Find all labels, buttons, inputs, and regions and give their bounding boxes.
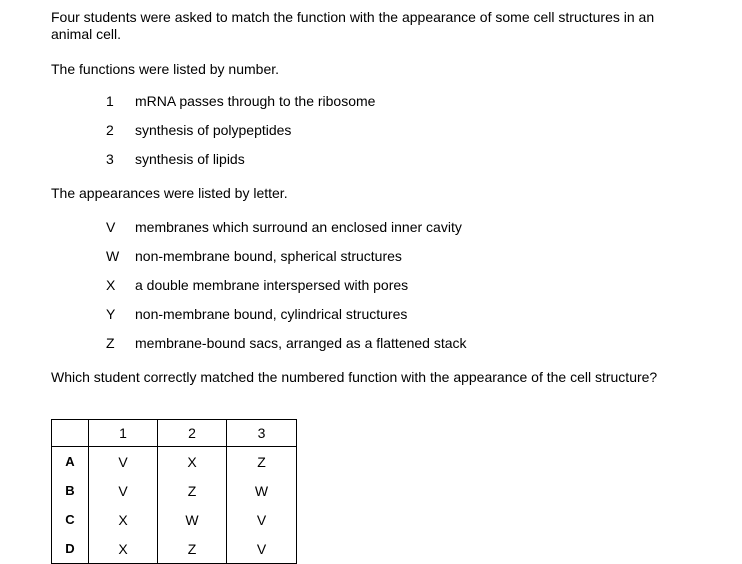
- table-cell: Z: [227, 447, 297, 477]
- question-intro: Four students were asked to match the function with the appearance of some cell structures in an animal cell.: [51, 9, 655, 42]
- appearance-letter: Z: [106, 335, 115, 351]
- function-number: 1: [106, 93, 114, 109]
- function-text: mRNA passes through to the ribosome: [135, 93, 376, 109]
- appearance-item: [106, 277, 409, 294]
- option-letter: C: [52, 505, 89, 534]
- function-number: 2: [106, 122, 114, 138]
- function-item: [106, 151, 245, 168]
- header-cell-function-3: 3: [227, 420, 297, 447]
- appearance-text: non-membrane bound, cylindrical structures: [135, 306, 408, 322]
- table-cell: X: [158, 447, 227, 477]
- function-number: 3: [106, 151, 114, 167]
- table-cell: Z: [158, 534, 227, 564]
- function-item: [106, 93, 376, 110]
- appearance-letter: V: [106, 219, 116, 235]
- answer-table: [51, 419, 297, 564]
- functions-intro: The functions were listed by number.: [51, 61, 280, 77]
- appearance-text: a double membrane interspersed with pores: [135, 277, 409, 293]
- appearance-letter: W: [106, 248, 120, 264]
- table-cell: Z: [158, 476, 227, 505]
- table-row: [52, 534, 297, 564]
- table-cell: X: [89, 534, 158, 564]
- table-row: [52, 505, 297, 534]
- appearance-item: [106, 248, 402, 265]
- appearance-item: [106, 219, 462, 236]
- function-item: [106, 122, 292, 139]
- answer-table-header: [52, 420, 297, 447]
- appearance-letter: Y: [106, 306, 116, 322]
- table-row: [52, 447, 297, 477]
- table-cell: V: [227, 505, 297, 534]
- option-letter: B: [52, 476, 89, 505]
- question-prompt: Which student correctly matched the numbered function with the appearance of the cell structure?: [51, 369, 658, 385]
- appearance-item: [106, 306, 408, 323]
- table-cell: W: [227, 476, 297, 505]
- appearance-text: non-membrane bound, spherical structures: [135, 248, 402, 264]
- header-cell-function-2: 2: [158, 420, 227, 447]
- table-cell: X: [89, 505, 158, 534]
- table-cell: W: [158, 505, 227, 534]
- appearance-item: [106, 335, 467, 352]
- appearance-text: membranes which surround an enclosed inner cavity: [135, 219, 462, 235]
- function-text: synthesis of polypeptides: [135, 122, 292, 138]
- function-text: synthesis of lipids: [135, 151, 245, 167]
- appearances-intro: The appearances were listed by letter.: [51, 185, 288, 201]
- table-cell: V: [227, 534, 297, 564]
- table-cell: V: [89, 476, 158, 505]
- option-letter: A: [52, 447, 89, 477]
- appearance-letter: X: [106, 277, 116, 293]
- option-letter: D: [52, 534, 89, 564]
- table-cell: V: [89, 447, 158, 477]
- header-cell-function-1: 1: [89, 420, 158, 447]
- header-cell-blank: [52, 420, 89, 447]
- appearance-text: membrane-bound sacs, arranged as a flattened stack: [135, 335, 467, 351]
- table-row: [52, 476, 297, 505]
